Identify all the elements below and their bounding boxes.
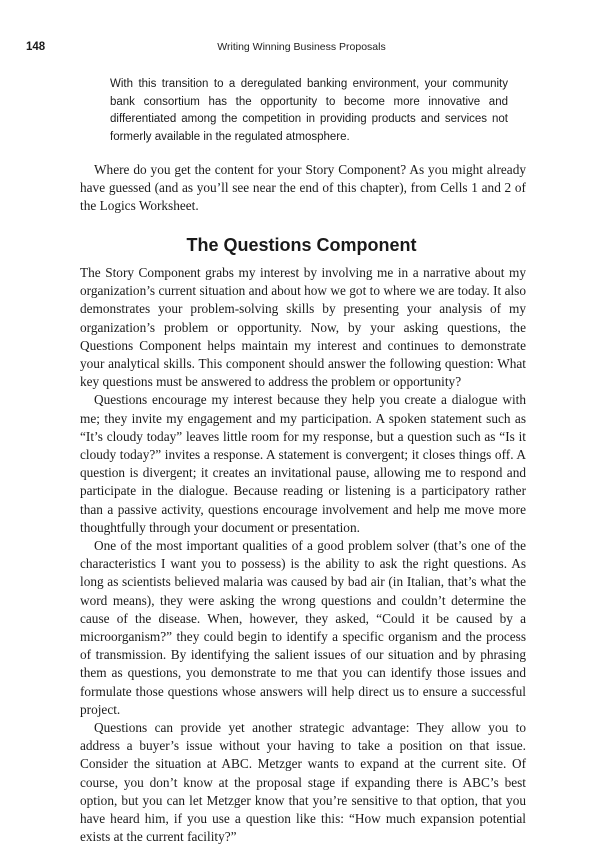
section-body [80, 264, 526, 847]
body-paragraph: One of the most important qualities of a good problem solver (that’s one of the characteristics I want you to possess) is the ability to ask the right questions. As long as scientists believed malaria was caused by bad air (in Italian, that’s what the word means), they were asking the wrong questions and couldn’t determine the cause of the disease. When, however, they asked, “Could it be caused by a microorganism?” they could begin to identify a specific organism and the process of transmission. By identifying the salient issues of our situation and by phrasing them as questions, you demonstrate to me that you can identify those issues and formulate those questions whose answers will help direct us to ensure a successful project. [80, 538, 526, 717]
intro-paragraph: Where do you get the content for your Story Component? As you might already have guessed (and as you’ll see near the end of this chapter), from Cells 1 and 2 of the Logics Worksheet. [80, 162, 526, 214]
running-header [0, 41, 603, 57]
body-paragraph: Questions encourage my interest because they help you create a dialogue with me; they invite my engagement and my participation. A spoken statement such as “It’s cloudy today” leaves little room for my response, but a question such as “Is it cloudy today?” invites a response. A statement is convergent; it closes things off. A question is divergent; it creates an invitational pause, allowing me to respond and participate in the dialogue. Because reading or listening is a participatory rather than a passive activity, questions encourage involvement and help me move more thoughtfully through your document or presentation. [80, 392, 526, 535]
body-paragraph: The Story Component grabs my interest by involving me in a narrative about my organization’s current situation and about how we got to where we are today. It also demonstrates your problem-solving skills by presenting your analysis of my organization’s problem or opportunity. Now, by your asking questions, the Questions Component helps maintain my interest and continues to demonstrate your analytical skills. This component should answer the following question: What key questions must be answered to address the problem or opportunity? [80, 265, 526, 390]
block-quote: With this transition to a deregulated banking environment, your community bank consortium has the opportunity to become more innovative and differentiated among the competition in providing products and services not formerly available in the regulated atmosphere. [110, 78, 508, 143]
body-paragraph: Questions can provide yet another strategic advantage: They allow you to address a buyer’s issue without your having to take a position on that issue. Consider the situation at ABC. Metzger wants to expand at the current site. Of course, you don’t know at the proposal stage if expanding there is ABC’s best option, but you can let Metzger know that you’re sensitive to that option, that you have heard him, if you use a question like this: “How much expansion potential exists at the current facility?” [80, 720, 526, 845]
section-heading: The Questions Component [186, 235, 417, 255]
running-title: Writing Winning Business Proposals [217, 41, 386, 53]
page-number: 148 [26, 41, 46, 53]
